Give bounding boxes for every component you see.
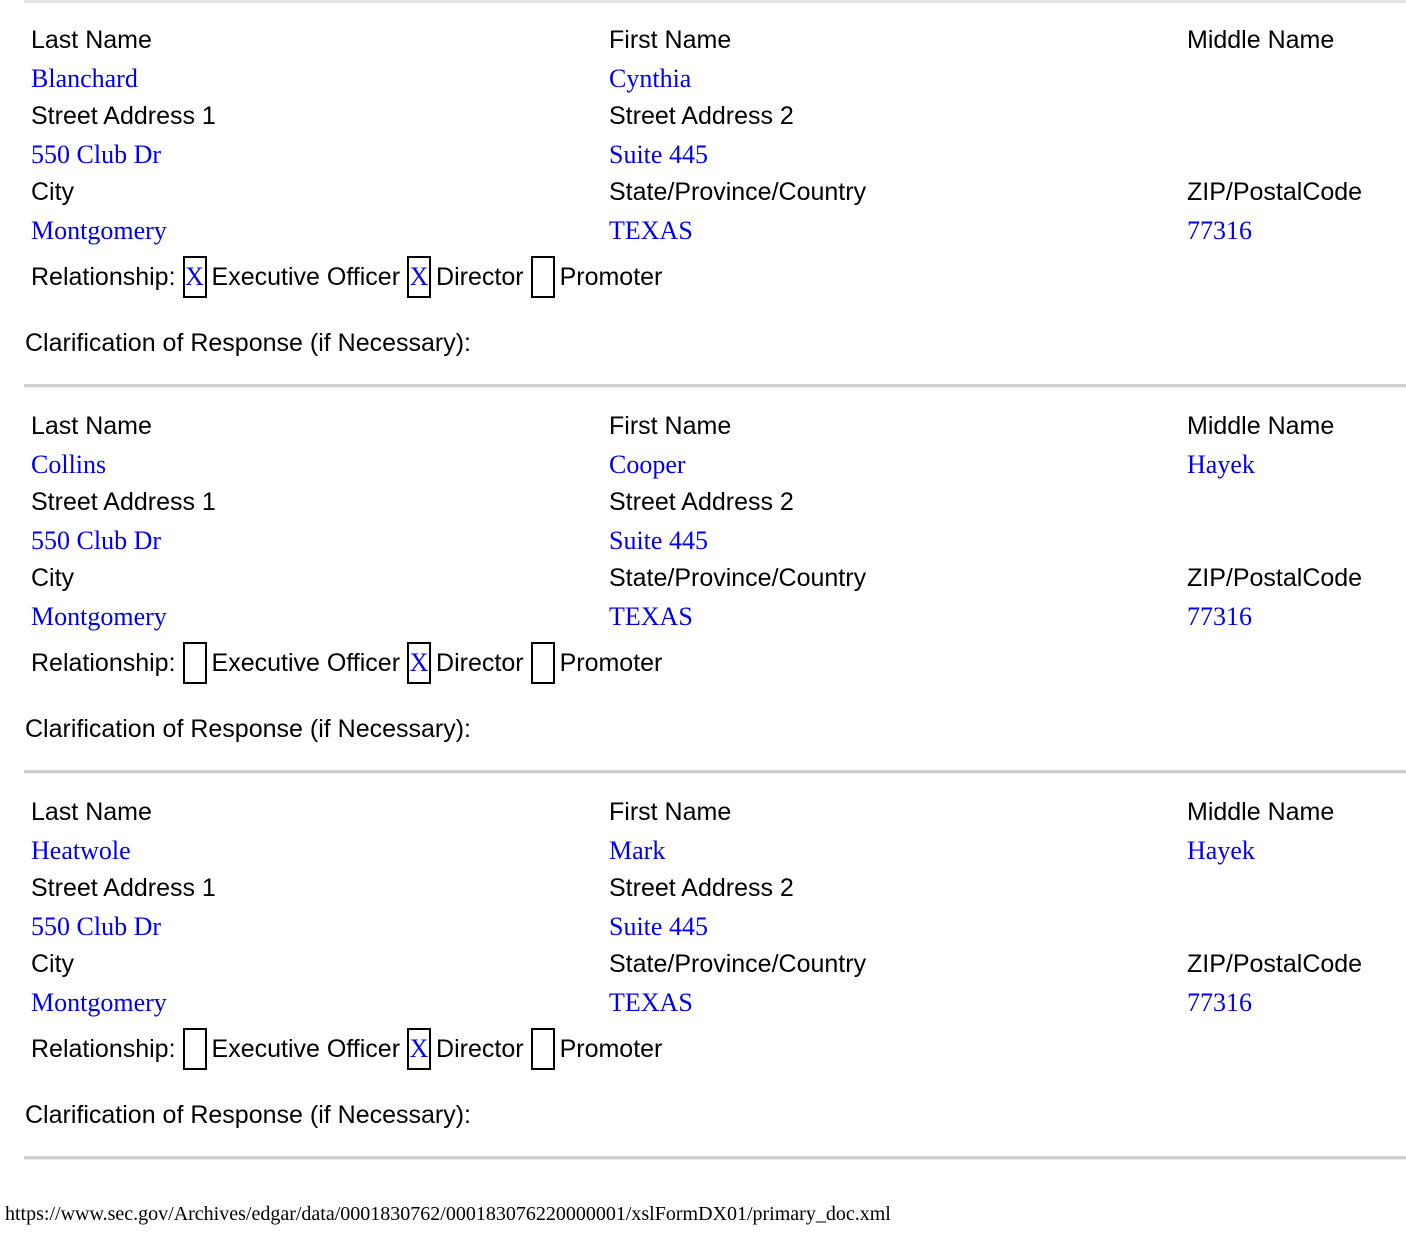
promoter-checkbox <box>531 642 555 684</box>
related-person-block <box>0 386 1406 772</box>
city-value: Montgomery <box>31 602 167 631</box>
middle-name-value: Hayek <box>1187 836 1255 865</box>
street-address-1-label: Street Address 1 <box>31 874 216 902</box>
related-person-block <box>0 0 1406 386</box>
street-address-1-value: 550 Club Dr <box>31 140 161 169</box>
director-checkbox: X <box>407 642 431 684</box>
executive-officer-checkbox <box>183 642 207 684</box>
promoter-checkbox <box>531 256 555 298</box>
clarification-label: Clarification of Response (if Necessary): <box>25 1101 471 1129</box>
street-address-2-label: Street Address 2 <box>609 874 794 902</box>
city-label: City <box>31 178 75 206</box>
executive-officer-checkbox <box>183 1028 207 1070</box>
zip-label: ZIP/PostalCode <box>1187 564 1363 592</box>
relationship-label: Relationship: <box>31 648 176 677</box>
executive-officer-label: Executive Officer <box>211 1034 401 1063</box>
clarification-label: Clarification of Response (if Necessary): <box>25 329 471 357</box>
street-address-1-value: 550 Club Dr <box>31 912 161 941</box>
director-label: Director <box>436 1034 524 1063</box>
last-name-value: Collins <box>31 450 107 479</box>
director-label: Director <box>436 262 524 291</box>
relationship-label: Relationship: <box>31 262 176 291</box>
first-name-value: Mark <box>609 836 666 865</box>
zip-label: ZIP/PostalCode <box>1187 178 1363 206</box>
director-checkbox: X <box>407 1028 431 1070</box>
street-address-2-value: Suite 445 <box>609 140 708 169</box>
promoter-label: Promoter <box>559 1034 663 1063</box>
state-value: TEXAS <box>609 988 693 1017</box>
executive-officer-label: Executive Officer <box>211 262 401 291</box>
last-name-value: Blanchard <box>31 64 138 93</box>
zip-value: 77316 <box>1187 216 1252 245</box>
relationship-label: Relationship: <box>31 1034 176 1063</box>
street-address-2-label: Street Address 2 <box>609 102 794 130</box>
clarification-label: Clarification of Response (if Necessary): <box>25 715 471 743</box>
street-address-1-label: Street Address 1 <box>31 102 216 130</box>
middle-name-label: Middle Name <box>1187 26 1335 54</box>
street-address-2-value: Suite 445 <box>609 912 708 941</box>
first-name-label: First Name <box>609 798 732 826</box>
street-address-2-label: Street Address 2 <box>609 488 794 516</box>
state-value: TEXAS <box>609 216 693 245</box>
street-address-1-value: 550 Club Dr <box>31 526 161 555</box>
relationship-row <box>31 254 662 300</box>
last-name-value: Heatwole <box>31 836 131 865</box>
director-checkbox: X <box>407 256 431 298</box>
promoter-label: Promoter <box>559 648 663 677</box>
last-name-label: Last Name <box>31 412 152 440</box>
last-name-label: Last Name <box>31 26 152 54</box>
city-value: Montgomery <box>31 988 167 1017</box>
relationship-row <box>31 1026 662 1072</box>
first-name-label: First Name <box>609 412 732 440</box>
director-label: Director <box>436 648 524 677</box>
state-label: State/Province/Country <box>609 178 867 206</box>
executive-officer-label: Executive Officer <box>211 648 401 677</box>
middle-name-value: Hayek <box>1187 450 1255 479</box>
first-name-value: Cynthia <box>609 64 692 93</box>
executive-officer-checkbox: X <box>183 256 207 298</box>
street-address-2-value: Suite 445 <box>609 526 708 555</box>
footer-url: https://www.sec.gov/Archives/edgar/data/0001830762/000183076220000001/xslFormDX01/primary_doc.xml <box>5 1203 891 1225</box>
state-label: State/Province/Country <box>609 950 867 978</box>
promoter-label: Promoter <box>559 262 663 291</box>
city-value: Montgomery <box>31 216 167 245</box>
last-name-label: Last Name <box>31 798 152 826</box>
zip-value: 77316 <box>1187 602 1252 631</box>
street-address-1-label: Street Address 1 <box>31 488 216 516</box>
city-label: City <box>31 950 75 978</box>
state-label: State/Province/Country <box>609 564 867 592</box>
related-person-block <box>0 772 1406 1158</box>
relationship-row <box>31 640 662 686</box>
city-label: City <box>31 564 75 592</box>
middle-name-label: Middle Name <box>1187 412 1335 440</box>
state-value: TEXAS <box>609 602 693 631</box>
zip-value: 77316 <box>1187 988 1252 1017</box>
middle-name-label: Middle Name <box>1187 798 1335 826</box>
first-name-value: Cooper <box>609 450 686 479</box>
section-divider <box>24 1156 1406 1160</box>
promoter-checkbox <box>531 1028 555 1070</box>
zip-label: ZIP/PostalCode <box>1187 950 1363 978</box>
first-name-label: First Name <box>609 26 732 54</box>
